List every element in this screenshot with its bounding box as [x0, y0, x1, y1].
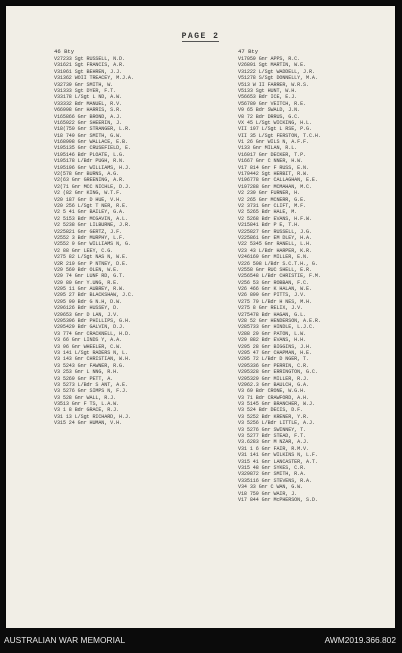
roster-entry: V3 5269 Gnr PETT, A. — [54, 375, 114, 382]
roster-entry: V56653 Bdr ICE, E.J. — [238, 94, 298, 101]
roster-entry: V31 141 Gnr WILKINS N, L.F. — [238, 452, 318, 459]
column-header-47-bty: 47 Bty — [238, 48, 259, 55]
roster-entry: V3 5145 Gnr BRANCHER, W.J. — [238, 401, 315, 408]
roster-entry: V2 (82 Gnr KING, W.T.F. — [54, 190, 123, 197]
roster-entry: V226 508 L/Bdr S.C.T.H., G. — [238, 260, 318, 267]
roster-entry: V17 844 Gnr McPHERSON, S.D. — [238, 496, 318, 503]
roster-entry: V246169 Gnr MILLER, E.N. — [238, 254, 309, 261]
roster-entry: V18 759 Gnr WAIR, J. — [238, 490, 298, 497]
roster-entry: V295396 Bdr PHILLIPS, G.H. — [54, 318, 131, 325]
footer-accession: AWM2019.366.802 — [324, 635, 396, 645]
roster-entry: V315 48 Gnr SYKES, C.R. — [238, 465, 307, 471]
roster-entry: V275 8 Gnr RELIX, J.V. — [238, 305, 304, 312]
roster-entry: V295329 Gnr MILLER, R.J. — [238, 375, 309, 382]
roster-entry: V225827 Gnr RUSSELL, J.G. — [238, 228, 312, 235]
roster-entry: V170442 Sgt HERBIT, R.W. — [238, 171, 309, 178]
roster-entry: VX 45 L/Sgt WICKING, H.L. — [238, 119, 312, 126]
roster-entry: V2 3731 Gnr CLIFT, M.F. — [238, 202, 307, 209]
roster-entry: V3 524 Bdr DECIS, D.F. — [238, 407, 304, 414]
roster-entry: V335116 Gnr STEVENS, R.A. — [238, 477, 312, 484]
roster-entry: V3 253 Gnr L NNG, R.H. — [54, 369, 120, 376]
roster-entry: V285733 Gnr HINDLE, L.J.C. — [238, 324, 315, 331]
roster-entry: V195135 Gnr CRUSEFIELD, E. — [54, 145, 131, 152]
right-entry-list — [238, 56, 321, 503]
roster-entry: V133 Gnr MILAN, R.L. — [238, 145, 298, 152]
roster-entry: V8 72 Bdr DRRUS, G.C. — [238, 113, 301, 120]
roster-entry: V28 52 Gnr HENDERSON, A.E.R. — [238, 318, 321, 325]
roster-entry: V51278 S/Sgt DONNELLY, M.A. — [238, 75, 318, 82]
roster-entry: V18 749 Gnr SMITH, G.W. — [54, 132, 123, 139]
roster-entry: VII 197 L/Sgt L RSE, P.G. — [238, 126, 312, 133]
roster-entry: V3 71 Bdr CRAWFORD, A.H. — [238, 394, 309, 401]
roster-entry: V3 96 Gnr WHEELER, C.W. — [54, 343, 123, 350]
roster-entry: V195146 Bdr PLOATE, L.G. — [54, 151, 125, 158]
roster-entry: V288 29 Gnr PATON, L.W. — [238, 330, 307, 337]
roster-entry: V2962.3 Gnr BAULCH, G.A. — [238, 381, 309, 388]
roster-entry: V2552 9 Gnr WILLIAMS N, G. — [54, 241, 131, 248]
roster-entry: V275 82 L/Sgt NAS N, W.E. — [54, 254, 128, 261]
roster-entry: V31222 L/Sgt WADDELL, J.R. — [238, 68, 315, 75]
roster-entry: V275 79 L/Bdr H NES, M.H. — [238, 298, 312, 305]
roster-entry: V215841 Bdr P E, T.H. — [238, 222, 301, 229]
roster-entry: V33332 Bdr MANUEL, R.V. — [54, 100, 123, 107]
roster-entry: V1 26 Gnr WILS N, A.F.F. — [238, 139, 309, 146]
column-header-46-bty: 46 Bty — [54, 48, 75, 55]
roster-entry: V2 5 41 Gnr BAILEY, G.A. — [54, 209, 125, 216]
roster-entry: V2(71 Gnr MCC NICHLE, D.J. — [54, 183, 131, 190]
roster-entry: V17 814 Gnr F RUSS, E.N. — [238, 164, 309, 171]
roster-entry: V295328 Gnr ERRINGTON, G.C. — [238, 369, 318, 376]
roster-entry: V513 W II FARRER, W.R.S. — [238, 81, 309, 88]
footer-bar — [0, 628, 402, 653]
roster-entry: V3 5252 Bdr KRENER, Y.R. — [238, 413, 309, 420]
roster-entry: V3 5277 Bdr STEAD, F.T. — [238, 433, 307, 440]
roster-entry: V18(750 Gnr STRANGER, L.R. — [54, 126, 131, 133]
roster-entry: V34 33 Gnr C WAN, G.W. — [238, 484, 304, 491]
roster-entry: V315 24 Gnr HUMAN, V.H. — [54, 420, 123, 427]
roster-entry: V165022 Gnr SHEERIN, J. — [54, 119, 123, 126]
roster-entry: V32739 Gnr SMITH, W. — [54, 81, 114, 88]
roster-entry: V3 5276 Gnr SWINNEY, T. — [238, 426, 307, 433]
roster-entry: V2(63 Gnr GREENING, A.R. — [54, 177, 125, 184]
roster-entry: V66998 Gnr HARRIS, S.R. — [54, 107, 123, 114]
roster-entry: V26891 Sgt MARTIN, W.E. — [238, 62, 307, 69]
roster-entry: V2(578 Gnr BURNS, A.G. — [54, 171, 120, 178]
roster-entry: V1667 Gnr C NNER, H.W. — [238, 158, 304, 165]
roster-entry: V329872 Gnr SMITH, R.A. — [238, 471, 307, 478]
roster-entry: V315 41 Gnr LANCASTER, A.T. — [238, 458, 318, 465]
roster-entry: V195196 Gnr WILLIAMS, H.J. — [54, 164, 131, 171]
roster-entry: V2 5268 Bdr EVANS, H.F.W. — [238, 215, 312, 222]
roster-entry: V29 80 Gnr Y.UNG, R.E. — [54, 279, 120, 286]
roster-entry: V256 53 Gnr ROBBAN, F.C. — [238, 279, 309, 286]
roster-entry: V3 5256 L/Bdr LITTLE, A.J. — [238, 420, 315, 427]
roster-entry: V295 90 Bdr G N.H, D.W. — [54, 298, 123, 305]
roster-entry: V29 74 Gnr LUNF RD, G.T. — [54, 273, 125, 280]
page-title: PAGE 2 — [181, 32, 220, 41]
roster-entry: V295 27 Bdr BLACKSHAW, J.C. — [54, 292, 134, 299]
roster-entry: V29 882 Bdr EVANS, H.H. — [238, 337, 307, 344]
roster-entry: V9 65 Bdr SWALD, J.N. — [238, 107, 301, 114]
roster-entry: V3 5273 L/Bdr S ANT, A.E. — [54, 381, 128, 388]
roster-entry: V295 28 Gnr BIGGINS, J.H. — [238, 343, 312, 350]
roster-entry: V29653 Gnr D LAN, J.V. — [54, 311, 120, 318]
roster-entry: V2552 3 Bdr MURPHY, L.F. — [54, 234, 125, 241]
roster-entry: V296126 Bdr HUSSEY, D. — [54, 305, 120, 312]
roster-entry: V31362 WOII TREACEY, M.J.A. — [54, 75, 134, 82]
roster-entry: V3 5243 Gnr FAWNER, R.G. — [54, 362, 125, 369]
roster-entry: V275478 Bdr HAGAN, G.L. — [238, 311, 307, 318]
roster-entry: V3 528 Gnr WALL, R.J. — [54, 394, 117, 401]
roster-entry: V16017 Gnr DECKER, T.P. — [238, 151, 307, 158]
roster-entry: V3 141 L/Sgt RADERS N, L. — [54, 349, 128, 356]
roster-entry: V295 11 Gnr AUBREY, R.W. — [54, 286, 125, 293]
roster-entry: V3 5276 Gnr SIMPS N, F.J. — [54, 388, 128, 395]
roster-entry: V31333 Sgt DYER, F.T. — [54, 87, 117, 94]
roster-entry: V17059 Gnr APPS, R.C. — [238, 56, 301, 62]
roster-entry: V2 5153 Bdr MCGAVIN, A.L. — [54, 215, 128, 222]
roster-entry: V295429 Bdr GALVIN, D.J. — [54, 324, 125, 331]
left-entry-list — [54, 56, 134, 427]
roster-entry: V197288 Gnr MCMAHAN, M.C. — [238, 183, 312, 190]
roster-entry: V31 13 L/Sgt RICHARD, H.J. — [54, 413, 131, 420]
roster-entry: V2R 219 Gnr P NTNEY, D.E. — [54, 260, 128, 267]
roster-entry: V27233 Sgt RUSSELL, N.D. — [54, 56, 125, 62]
roster-entry: V5133 Sgt HUNT, W.H. — [238, 87, 298, 94]
roster-entry: V3513 Gnr F TS, L.A.W. — [54, 401, 120, 408]
roster-entry: V31061 Sgt BEHREN, J.J. — [54, 68, 123, 75]
roster-entry: V3 69 Bdr CRONE, W.G.H. — [238, 388, 307, 395]
roster-entry: V3 143 Gnr CHRISTIAN, W.H. — [54, 356, 131, 363]
roster-entry: V295 47 Gnr CHAPMAN, H.E. — [238, 349, 312, 356]
roster-entry: V295 72 L/Bdr D NGER, T. — [238, 356, 309, 363]
roster-entry: V29 569 Bdr OLEN, W.E. — [54, 266, 120, 273]
roster-entry: V20 187 Gnr D HUE, V.H. — [54, 196, 123, 203]
roster-entry: V31 1 6 Gnr FAIR, R.M.V. — [238, 445, 309, 452]
roster-entry: V26 466 Gnr K HALAN, W.E. — [238, 286, 312, 293]
roster-entry: V23 43 L/Bdr HARPER, K.R. — [238, 247, 312, 254]
roster-entry: V2 5238 Gnr LILBURNE, J.R. — [54, 222, 131, 229]
roster-entry: V26 899 Gnr PITTS, J.V. — [238, 292, 307, 299]
roster-entry: V196778 Gnr CALLAGHAN, E.E. — [238, 177, 318, 184]
roster-entry: V225821 Gnr GERTZ, J.F. — [54, 228, 123, 235]
roster-entry: V295336 Gnr PERRIN, C.R. — [238, 362, 309, 369]
roster-entry: V31621 Sgt FRANCIS, A.R. — [54, 62, 125, 69]
roster-entry: V56789 Gnr VEITCH, R.E. — [238, 100, 307, 107]
roster-entry: V2 239 Gnr FURNER, H. — [238, 190, 301, 197]
footer-source: AUSTRALIAN WAR MEMORIAL — [4, 635, 126, 645]
right-column — [238, 48, 321, 503]
roster-entry: V2 88 Gnr LEEY, C.G. — [54, 247, 114, 254]
roster-entry: V3 66 Gnr LINDS Y, A.A. — [54, 337, 123, 344]
roster-entry: V2 5265 Bdr HALE, M. — [238, 209, 298, 216]
roster-entry: V22 5345 Gnr RANELL, L.H. — [238, 241, 312, 248]
roster-entry: V168998 Gnr WALLACE, E.B. — [54, 139, 128, 146]
roster-entry: VII 35 L/Sgt FERSTON, T.C.H. — [238, 132, 321, 139]
roster-entry: V3.6283 Gnr M NZAR, A.J. — [238, 439, 309, 446]
roster-entry: V225861 Gnr EM DLEY, H.A. — [238, 234, 312, 241]
roster-entry: V195178 L/Bdr PUGH, R.N. — [54, 158, 125, 165]
document-page — [6, 6, 395, 628]
roster-entry: V20 256 L/Sgt T NER, R.E. — [54, 202, 128, 209]
roster-entry: V2558 Gnr RUC SHELL, E.R. — [238, 266, 312, 273]
left-column — [54, 48, 134, 427]
roster-entry: V3 1 8 Bdr GRACE, R.J. — [54, 407, 120, 414]
roster-entry: V3 774 Gnr CRACKNELL, H.D. — [54, 330, 131, 337]
roster-entry: V165866 Gnr BROND, A.J. — [54, 113, 123, 120]
roster-entry: V2 265 Gnr MCNERR, G.E. — [238, 196, 307, 203]
roster-entry: V256548 L/Bdr CHRISTIE, F.M. — [238, 273, 321, 280]
roster-entry: V33178 L/Sgt L ND, A.W. — [54, 94, 123, 101]
